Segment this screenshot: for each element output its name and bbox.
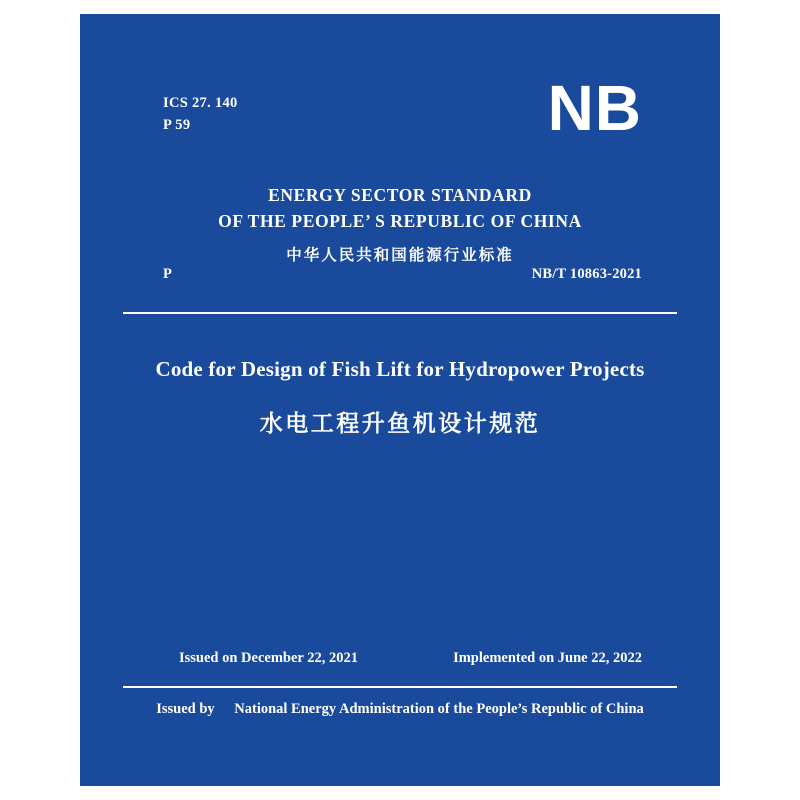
standard-cover [80,14,720,786]
designation-category: P [163,266,172,282]
standard-name-cn: 中华人民共和国能源行业标准 [286,245,514,264]
title-block [80,356,720,438]
title-cn: 水电工程升鱼机设计规范 [259,411,541,438]
title-en: Code for Design of Fish Lift for Hydropower Projects [155,357,645,381]
standard-name-en-line2: OF THE PEOPLE’ S REPUBLIC OF CHINA [218,211,582,232]
standard-name-block [80,182,720,265]
ics-classification-block [163,92,238,137]
divider-top [123,312,677,314]
issued-date: Issued on December 22, 2021 [179,650,358,666]
nb-logo: NB [547,72,642,144]
issued-by-label: Issued by [156,701,215,717]
issuer-row [80,701,720,718]
cover-header-row [80,72,720,166]
ics-number: ICS 27. 140 [163,95,238,111]
implemented-date: Implemented on June 22, 2022 [453,650,642,666]
issued-by-organization: National Energy Administration of the People’s Republic of China [234,701,644,717]
designation-row [80,266,720,296]
standard-name-en-line1: ENERGY SECTOR STANDARD [268,185,532,205]
standard-number: NB/T 10863-2021 [531,266,642,282]
divider-bottom [123,686,677,688]
classification-code: P 59 [163,117,191,134]
dates-row [80,650,720,676]
